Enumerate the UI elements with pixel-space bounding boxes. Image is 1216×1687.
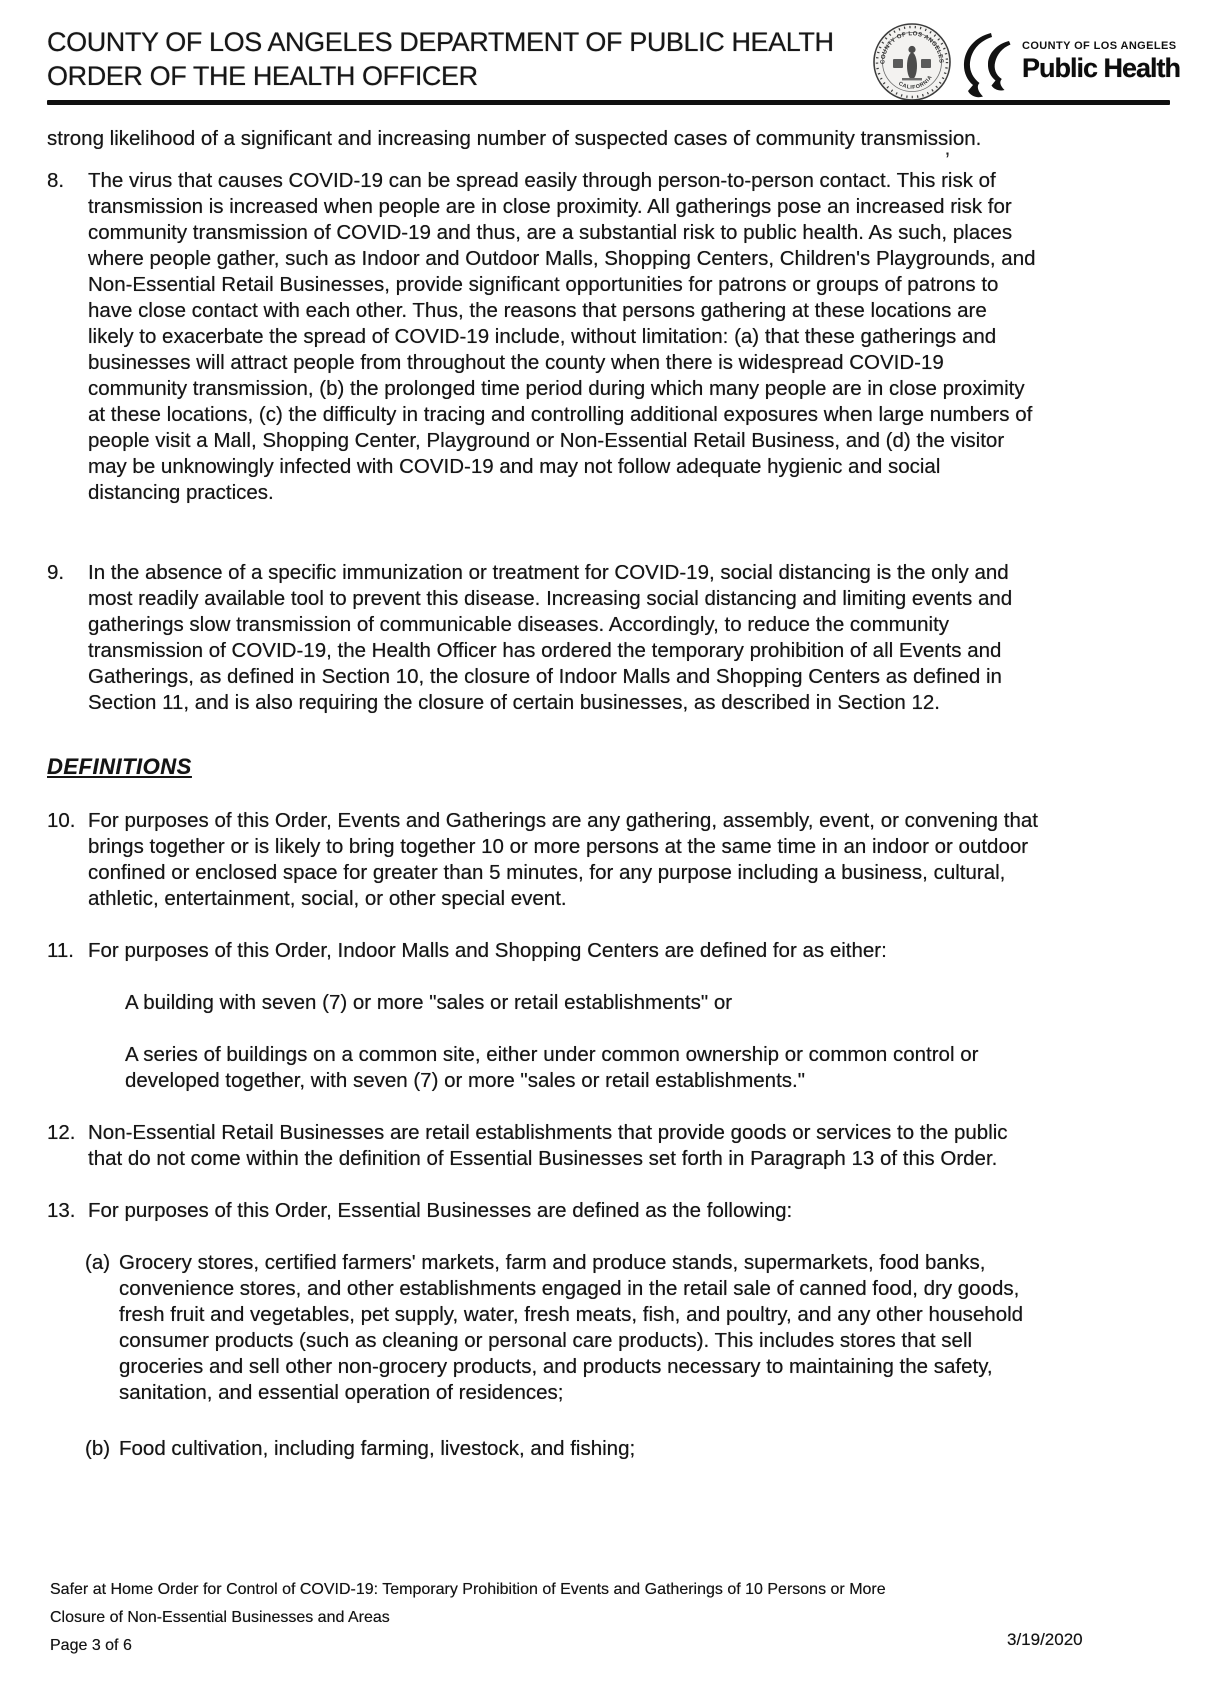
lettered-subitem-b: [85, 1436, 1039, 1462]
svg-text:CALIFORNIA: CALIFORNIA: [897, 74, 934, 91]
numbered-item-9: [47, 560, 1039, 716]
item-text: Non-Essential Retail Businesses are retail establishments that provide goods or services to the public that do not come within the definition of Essential Businesses set forth in Paragraph 13 of this Order.: [88, 1121, 1008, 1170]
item-number: 13.: [47, 1199, 76, 1222]
svg-text:COUNTY OF LOS ANGELES: COUNTY OF LOS ANGELES: [880, 31, 944, 65]
header-title-line2: ORDER OF THE HEALTH OFFICER: [47, 61, 478, 91]
item-text: For purposes of this Order, Essential Businesses are defined as the following:: [88, 1199, 793, 1222]
numbered-item-8: [47, 168, 1039, 506]
profile-faces-icon: [960, 32, 1018, 98]
intro-continuation-paragraph: strong likelihood of a significant and increasing number of suspected cases of community transmission.: [47, 127, 982, 150]
item-text: In the absence of a specific immunization or treatment for COVID-19, social distancing is the only and most readily available tool to prevent this disease. Increasing social distancing and limiting events and gatherings slow transmission of communicable diseases. Accordingly, to reduce the community transmission of COVID-19, the Health Officer has ordered the temporary prohibition of all Events and Gatherings, as defined in Section 10, the closure of Indoor Malls and Shopping Centers as defined in Section 11, and is also requiring the closure of certain businesses, as described in Section 12.: [88, 561, 1013, 714]
numbered-item-11: [47, 938, 1039, 964]
document-footer: [50, 1576, 1050, 1660]
definitions-heading: DEFINITIONS: [47, 754, 192, 779]
footer-date: 3/19/2020: [1007, 1630, 1083, 1649]
item-text: For purposes of this Order, Indoor Malls and Shopping Centers are defined for as either:: [88, 939, 887, 962]
item-number: 10.: [47, 809, 76, 832]
logo-org-text: COUNTY OF LOS ANGELES: [1022, 40, 1177, 52]
numbered-item-12: [47, 1120, 1039, 1172]
lettered-subitem-a: [85, 1250, 1039, 1406]
item-number: 11.: [47, 939, 74, 962]
item-text: The virus that causes COVID-19 can be spread easily through person-to-person contact. This risk of transmission is increased when people are in close proximity. All gatherings pose an increased risk for community transmission of COVID-19 and thus, are a substantial risk to public health. As such, places where people gather, such as Indoor and Outdoor Malls, Shopping Centers, Children's Playgrounds, and Non-Essential Retail Businesses, provide significant opportunities for patrons or groups of patrons to have close contact with each other. Thus, the reasons that persons gathering at these locations are likely to exacerbate the spread of COVID-19 include, without limitation: (a) that these gatherings and businesses will attract people from throughout the county when there is widespread COVID-19 community transmission, (b) the prolonged time period during which many people are in close proximity at these locations, (c) the difficulty in tracing and controlling additional exposures when large numbers of people visit a Mall, Shopping Center, Playground or Non-Essential Retail Business, and (d) the visitor may be unknowingly infected with COVID-19 and may not follow adequate hygienic and social distancing practices.: [88, 169, 1036, 504]
scan-artifact-mark: ’: [945, 148, 950, 173]
footer-line2: Closure of Non-Essential Businesses and Areas: [50, 1609, 390, 1626]
logo-dept-text: Public Health: [1022, 53, 1181, 83]
item-number: 9.: [47, 561, 65, 584]
item-11-option-1: A building with seven (7) or more "sales or retail establishments" or: [125, 991, 733, 1014]
header-divider-rule: [47, 100, 1170, 105]
numbered-item-13: [47, 1198, 1039, 1224]
footer-page-label: Page 3 of 6: [50, 1637, 132, 1654]
item-text: For purposes of this Order, Events and Gatherings are any gathering, assembly, event, or convening that brings together or is likely to bring together 10 or more persons at the same time in an indoor or outdoor confined or enclosed space for greater than 5 minutes, for any purpose including a business, cultural, athletic, entertainment, social, or other special event.: [88, 809, 1038, 910]
item-11-option-2: A series of buildings on a common site, either under common ownership or common control or developed together, with seven (7) or more "sales or retail establishments.": [125, 1043, 979, 1092]
document-header: [47, 25, 834, 93]
subitem-letter: (a): [85, 1251, 111, 1274]
footer-line1: Safer at Home Order for Control of COVID-19: Temporary Prohibition of Events and Gatherings of 10 Persons or More: [50, 1581, 886, 1598]
public-health-logo: [960, 32, 1180, 98]
item-number: 8.: [47, 169, 65, 192]
header-logos: [868, 18, 1198, 104]
subitem-text: Grocery stores, certified farmers' markets, farm and produce stands, supermarkets, food banks, convenience stores, and other establishments engaged in the retail sale of canned food, dry goods, fresh fruit and vegetables, pet supply, water, fresh meats, fish, and poultry, and any other household consumer products (such as cleaning or personal care products). This includes stores that sell groceries and sell other non-grocery products, and products necessary to maintaining the safety, sanitation, and essential operation of residences;: [119, 1251, 1024, 1404]
subitem-letter: (b): [85, 1437, 111, 1460]
numbered-item-10: [47, 808, 1039, 912]
subitem-text: Food cultivation, including farming, livestock, and fishing;: [119, 1437, 636, 1460]
header-title-line1: COUNTY OF LOS ANGELES DEPARTMENT OF PUBLIC HEALTH: [47, 27, 834, 57]
item-number: 12.: [47, 1121, 76, 1144]
document-body: [47, 126, 1039, 1492]
county-seal-icon: [872, 22, 952, 102]
